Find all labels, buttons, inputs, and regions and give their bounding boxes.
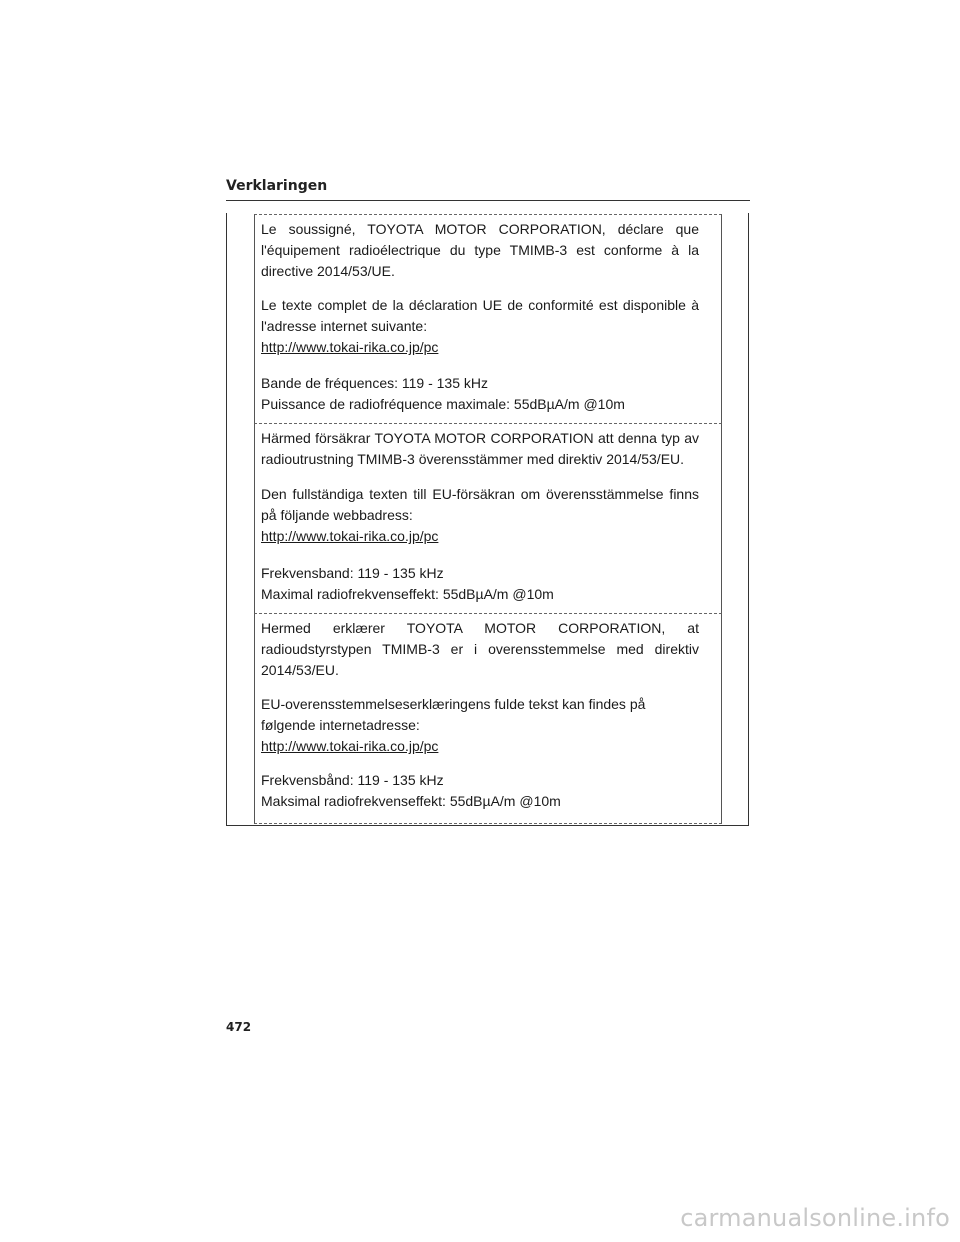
text-line: EU-overensstemmelseserklæringens fulde tekst kan findes på xyxy=(261,696,646,712)
swedish-link[interactable]: http://www.tokai-rika.co.jp/pc xyxy=(261,528,439,544)
frequency-band: Frekvensbånd: 119 - 135 kHz xyxy=(261,772,444,788)
text-line: 2014/53/EU. xyxy=(261,662,339,678)
text-line: Härmed försäkrar TOYOTA MOTOR CORPORATION att denna typ av xyxy=(261,430,699,446)
page-header xyxy=(226,178,750,201)
text-line: radioudstyrstypen TMIMB-3 er i overensstemmelse med direktiv xyxy=(261,641,699,657)
text-line: på följande webbadress: xyxy=(261,507,413,523)
frequency-band: Bande de fréquences: 119 - 135 kHz xyxy=(261,375,489,391)
swedish-specs xyxy=(261,563,699,605)
declaration-box-swedish xyxy=(254,423,722,613)
text-line: følgende internetadresse: xyxy=(261,717,420,733)
danish-link[interactable]: http://www.tokai-rika.co.jp/pc xyxy=(261,738,439,754)
danish-availability-text xyxy=(261,694,699,757)
text-line: Den fullständiga texten till EU-försäkran om överensstämmelse finns xyxy=(261,486,699,502)
declaration-box-danish xyxy=(254,613,722,824)
watermark-text: carmanualsonline.info xyxy=(680,1204,950,1232)
text-line: Le texte complet de la déclaration UE de conformité est disponible à xyxy=(261,297,699,313)
swedish-declaration-text xyxy=(261,428,699,470)
text-line: l'adresse internet suivante: xyxy=(261,318,428,334)
max-power: Puissance de radiofréquence maximale: 55dBµA/m @10m xyxy=(261,396,625,412)
max-power: Maximal radiofrekvenseffekt: 55dBµA/m @10m xyxy=(261,586,554,602)
swedish-availability-text xyxy=(261,484,699,547)
text-line: Hermed erklærer TOYOTA MOTOR CORPORATION, at xyxy=(261,620,699,636)
declaration-box-french xyxy=(254,214,722,423)
text-line: Le soussigné, TOYOTA MOTOR CORPORATION, déclare que xyxy=(261,221,699,237)
french-specs xyxy=(261,373,699,415)
danish-specs xyxy=(261,770,699,812)
text-line: l'équipement radioélectrique du type TMIMB-3 est conforme à la xyxy=(261,242,699,258)
french-link[interactable]: http://www.tokai-rika.co.jp/pc xyxy=(261,339,439,355)
max-power: Maksimal radiofrekvenseffekt: 55dBµA/m @10m xyxy=(261,793,561,809)
french-availability-text xyxy=(261,295,699,358)
text-line: directive 2014/53/UE. xyxy=(261,263,395,279)
text-line: radioutrustning TMIMB-3 överensstämmer med direktiv 2014/53/EU. xyxy=(261,451,685,467)
page-title: Verklaringen xyxy=(226,178,328,194)
danish-declaration-text xyxy=(261,618,699,681)
frequency-band: Frekvensband: 119 - 135 kHz xyxy=(261,565,444,581)
page-number: 472 xyxy=(226,1020,252,1034)
french-declaration-text xyxy=(261,219,699,282)
